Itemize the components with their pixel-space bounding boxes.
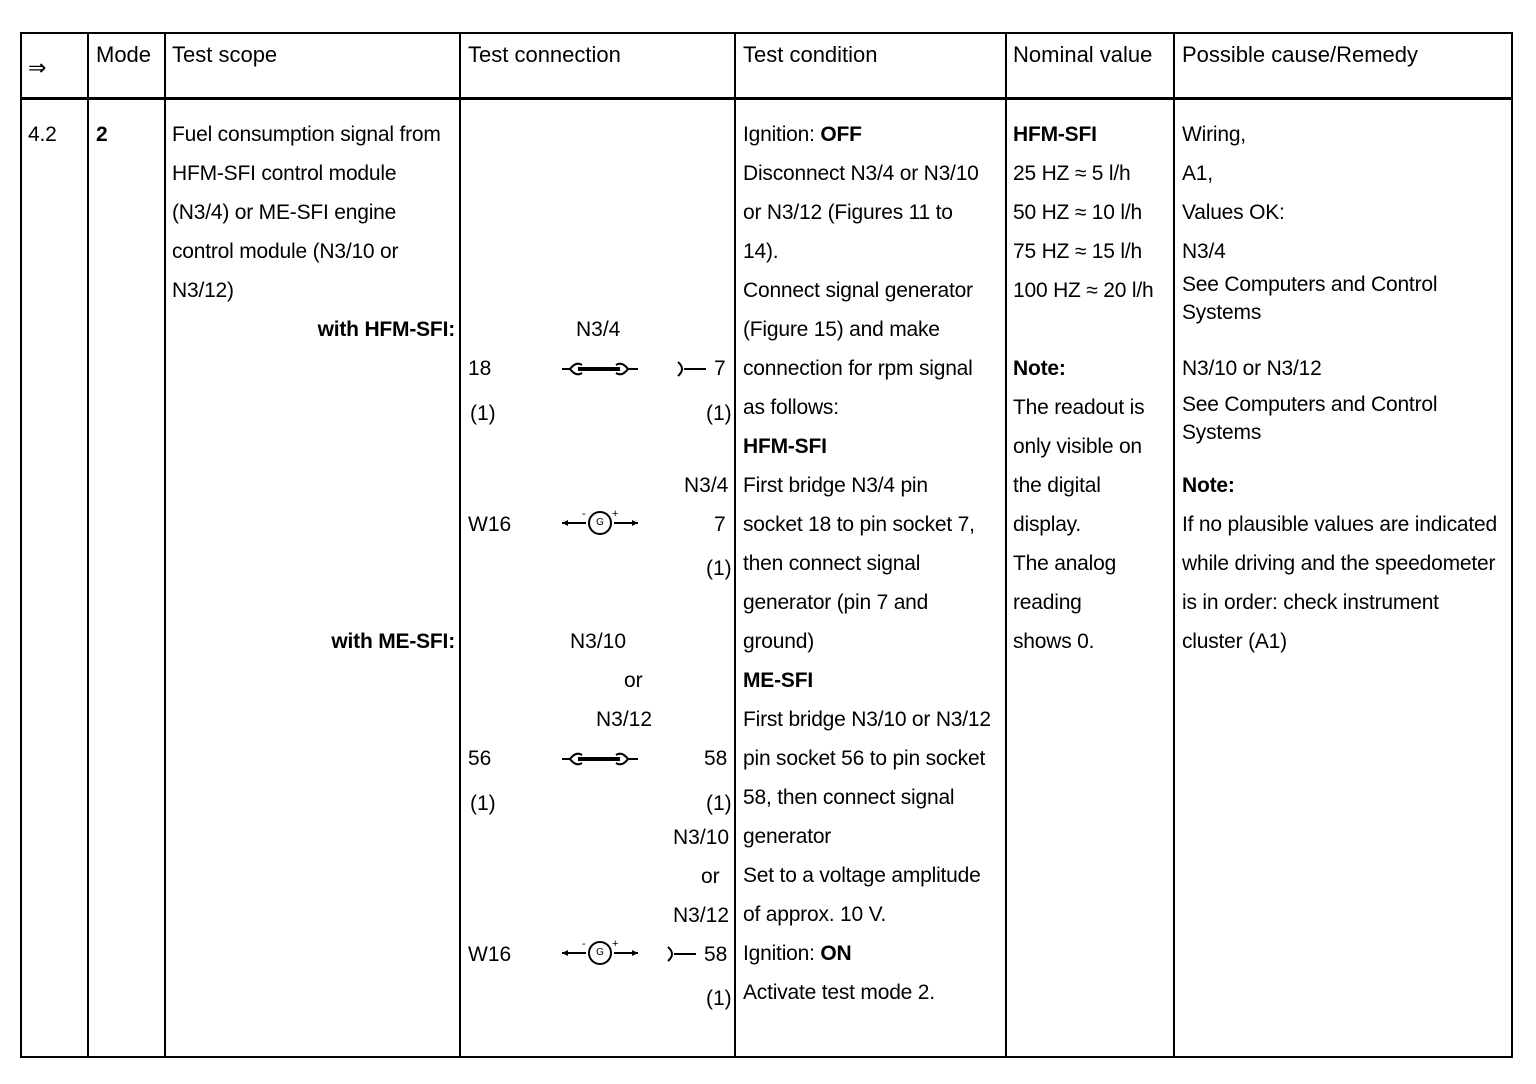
cause-n310-n312: N3/10 or N3/12 xyxy=(1182,357,1322,380)
connector-plug-icon xyxy=(676,360,712,378)
cause-see-reference: See Computers and Control Systems xyxy=(1182,273,1438,324)
col-divider xyxy=(459,32,461,1058)
test-scope-text: Fuel consumption signal from HFM-SFI control module (N3/4) or ME-SFI engine control module (N3/10 or N3/12) xyxy=(172,123,441,302)
conn-ref-1: (1) xyxy=(706,402,732,425)
mode-number: 2 xyxy=(96,123,108,146)
conn-w16: W16 xyxy=(468,943,512,966)
col-divider xyxy=(1173,32,1175,1058)
conn-n310-right: N3/10 xyxy=(673,826,730,849)
col-divider xyxy=(164,32,166,1058)
header-nominal-value: Nominal value xyxy=(1013,42,1153,67)
cause-text-top: Wiring, A1, Values OK: N3/4 xyxy=(1182,123,1285,263)
svg-text:G: G xyxy=(596,947,604,958)
conn-pin-18: 18 xyxy=(468,357,492,380)
test-condition-text: Ignition: OFF Disconnect N3/4 or N3/10 or N3/12 (Figures 11 to 14). Connect signal generator (Figure 15) and make connection for rpm signal as follows: HFM-SFI First bridge N3/4 pin socket 18 to pin socket 7, then connect signal generator (pin 7 and ground) ME-SFI First bridge N3/10 or N3/12 pin socket 56 to pin socket 58, then connect signal generator Set to a voltage amplitude of approx. 10 V. Ignition: ON Activate test mode 2. xyxy=(743,123,991,1004)
conn-n34-top: N3/4 xyxy=(576,318,621,341)
svg-text:+: + xyxy=(612,508,619,520)
conn-pin-7: 7 xyxy=(714,357,726,380)
svg-text:G: G xyxy=(596,517,604,528)
conn-ref-1: (1) xyxy=(470,792,496,815)
conn-pin-56: 56 xyxy=(468,747,492,770)
header-test-scope: Test scope xyxy=(172,42,278,67)
conn-pin-7: 7 xyxy=(714,513,726,536)
header-divider xyxy=(20,97,1513,100)
with-hfm-sfi-label: with HFM-SFI: xyxy=(317,318,455,341)
with-me-sfi-label: with ME-SFI: xyxy=(331,630,455,653)
conn-ref-1: (1) xyxy=(706,987,732,1010)
col-divider xyxy=(734,32,736,1058)
header-possible-cause: Possible cause/Remedy xyxy=(1182,42,1419,67)
cause-see-reference: See Computers and Control Systems xyxy=(1182,393,1438,444)
bridge-cable-icon xyxy=(560,360,640,378)
svg-text:-: - xyxy=(582,938,586,950)
connector-plug-icon xyxy=(666,945,702,963)
signal-generator-icon xyxy=(560,508,640,538)
conn-or: or xyxy=(624,669,643,692)
conn-w16: W16 xyxy=(468,513,512,536)
bridge-cable-icon xyxy=(560,750,640,768)
conn-or: or xyxy=(701,865,720,888)
conn-n310-top: N3/10 xyxy=(570,630,627,653)
conn-n34-right: N3/4 xyxy=(684,474,729,497)
svg-text:+: + xyxy=(612,938,619,950)
col-divider xyxy=(1005,32,1007,1058)
cause-note: Note: If no plausible values are indicated while driving and the speedometer is in order: check instrument cluster (A1) xyxy=(1182,474,1498,653)
col-divider xyxy=(87,32,89,1058)
svg-text:-: - xyxy=(582,508,586,520)
header-arrow: ⇒ xyxy=(28,55,47,80)
signal-generator-icon xyxy=(560,938,640,968)
conn-n312-right: N3/12 xyxy=(673,904,730,927)
conn-pin-58: 58 xyxy=(704,943,728,966)
header-mode: Mode xyxy=(96,42,152,67)
conn-n312-top: N3/12 xyxy=(596,708,653,731)
nominal-value-text: HFM-SFI 25 HZ ≈ 5 l/h 50 HZ ≈ 10 l/h 75 HZ ≈ 15 l/h 100 HZ ≈ 20 l/h Note: The readout is only visible on the digital display. The analog reading shows 0. xyxy=(1013,123,1154,653)
conn-ref-1: (1) xyxy=(470,402,496,425)
conn-ref-1: (1) xyxy=(706,557,732,580)
conn-ref-1: (1) xyxy=(706,792,732,815)
header-test-condition: Test condition xyxy=(743,42,878,67)
conn-pin-58: 58 xyxy=(704,747,728,770)
header-test-connection: Test connection xyxy=(468,42,621,67)
step-number: 4.2 xyxy=(28,123,57,146)
